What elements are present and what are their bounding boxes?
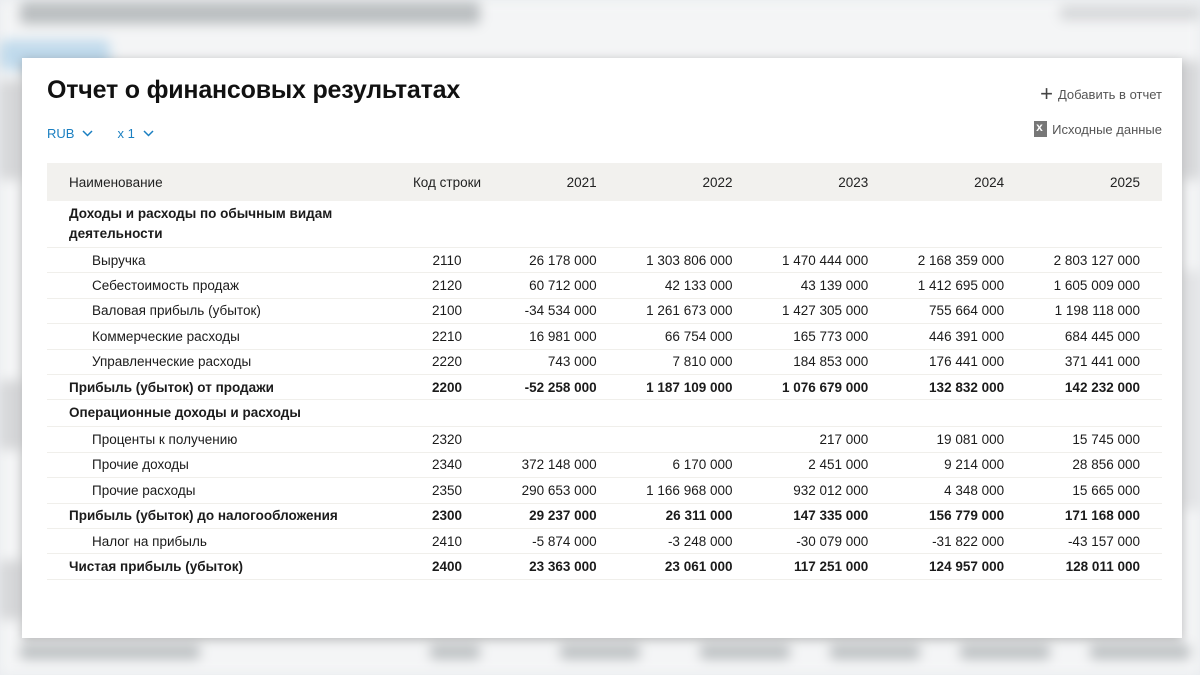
row-value: 16 981 000 [497, 324, 619, 349]
row-value: 66 754 000 [619, 324, 755, 349]
column-header-code: Код строки [412, 174, 482, 190]
add-to-report-label: Добавить в отчет [1057, 86, 1162, 102]
row-value: 43 139 000 [755, 273, 891, 298]
row-value: 15 665 000 [1026, 478, 1162, 503]
row-value: 28 856 000 [1026, 452, 1162, 477]
table-row [47, 201, 1162, 248]
actions [1034, 81, 1162, 137]
table-row [47, 349, 1162, 374]
table-row [47, 248, 1162, 273]
excel-file-icon [1034, 121, 1047, 137]
row-name: Налог на прибыль [47, 528, 397, 553]
row-value: 446 391 000 [890, 324, 1026, 349]
row-name: Прочие расходы [47, 478, 397, 503]
row-value: -30 079 000 [755, 528, 891, 553]
row-value: 42 133 000 [619, 273, 755, 298]
table-header-row [47, 163, 1162, 201]
row-value: 29 237 000 [497, 503, 619, 528]
row-name: Проценты к получению [47, 427, 397, 452]
row-value [619, 201, 755, 248]
row-value: 2 168 359 000 [890, 248, 1026, 273]
row-code: 2320 [397, 427, 497, 452]
row-value: 117 251 000 [755, 554, 891, 579]
row-value: 184 853 000 [755, 349, 891, 374]
column-header-year: 2022 [702, 174, 733, 190]
financial-results-panel [22, 58, 1182, 638]
row-value: 1 076 679 000 [755, 374, 891, 399]
row-value [890, 400, 1026, 427]
row-value: 6 170 000 [619, 452, 755, 477]
row-value [619, 400, 755, 427]
row-name: Доходы и расходы по обычным видам деятельности [47, 201, 397, 248]
row-name: Прибыль (убыток) до налогообложения [47, 503, 397, 528]
row-value [1026, 400, 1162, 427]
row-code: 2200 [397, 374, 497, 399]
row-value: -43 157 000 [1026, 528, 1162, 553]
row-name: Коммерческие расходы [47, 324, 397, 349]
currency-value: RUB [47, 126, 75, 141]
table-row [47, 273, 1162, 298]
row-value: 372 148 000 [497, 452, 619, 477]
table-row [47, 374, 1162, 399]
column-header-year: 2024 [974, 174, 1005, 190]
row-name: Чистая прибыль (убыток) [47, 554, 397, 579]
column-header-name: Наименование [69, 174, 163, 190]
row-name: Прочие доходы [47, 452, 397, 477]
row-value: 1 198 118 000 [1026, 298, 1162, 323]
row-value: 755 664 000 [890, 298, 1026, 323]
row-code: 2350 [397, 478, 497, 503]
row-value: -31 822 000 [890, 528, 1026, 553]
row-code: 2100 [397, 298, 497, 323]
row-code: 2110 [397, 248, 497, 273]
row-value: 26 178 000 [497, 248, 619, 273]
row-value: 1 166 968 000 [619, 478, 755, 503]
row-value: 156 779 000 [890, 503, 1026, 528]
row-value [497, 201, 619, 248]
row-code: 2300 [397, 503, 497, 528]
row-value: 23 363 000 [497, 554, 619, 579]
row-value: 1 261 673 000 [619, 298, 755, 323]
row-value: -52 258 000 [497, 374, 619, 399]
row-code: 2120 [397, 273, 497, 298]
plus-icon: + [1040, 81, 1053, 106]
row-value: 7 810 000 [619, 349, 755, 374]
table-row [47, 324, 1162, 349]
multiplier-value: x 1 [117, 126, 135, 141]
row-value: 371 441 000 [1026, 349, 1162, 374]
row-value: 290 653 000 [497, 478, 619, 503]
row-code: 2210 [397, 324, 497, 349]
multiplier-dropdown[interactable] [117, 126, 153, 141]
row-value: 171 168 000 [1026, 503, 1162, 528]
row-value: 176 441 000 [890, 349, 1026, 374]
table-row [47, 478, 1162, 503]
table-row [47, 427, 1162, 452]
selectors-bar [47, 126, 154, 141]
row-value: 124 957 000 [890, 554, 1026, 579]
row-value: 1 470 444 000 [755, 248, 891, 273]
page-title: Отчет о финансовых результатах [47, 76, 461, 104]
row-value [755, 201, 891, 248]
row-code [397, 400, 497, 427]
row-value: 743 000 [497, 349, 619, 374]
row-value: 147 335 000 [755, 503, 891, 528]
row-name: Операционные доходы и расходы [47, 400, 397, 427]
source-data-label: Исходные данные [1052, 121, 1162, 137]
row-value: 1 427 305 000 [755, 298, 891, 323]
row-value: 1 412 695 000 [890, 273, 1026, 298]
row-value: 15 745 000 [1026, 427, 1162, 452]
row-value: 165 773 000 [755, 324, 891, 349]
row-code: 2410 [397, 528, 497, 553]
row-value: 2 803 127 000 [1026, 248, 1162, 273]
row-value: 26 311 000 [619, 503, 755, 528]
row-value [1026, 201, 1162, 248]
row-value: 932 012 000 [755, 478, 891, 503]
row-value: 1 187 109 000 [619, 374, 755, 399]
table-row [47, 554, 1162, 579]
row-value: 1 303 806 000 [619, 248, 755, 273]
row-value: -3 248 000 [619, 528, 755, 553]
currency-dropdown[interactable] [47, 126, 93, 141]
row-name: Прибыль (убыток) от продажи [47, 374, 397, 399]
row-value: 132 832 000 [890, 374, 1026, 399]
row-name: Выручка [47, 248, 397, 273]
row-value: 128 011 000 [1026, 554, 1162, 579]
table-row [47, 298, 1162, 323]
row-value: 217 000 [755, 427, 891, 452]
row-name: Управленческие расходы [47, 349, 397, 374]
add-to-report-button[interactable] [1034, 81, 1162, 106]
chevron-down-icon [143, 130, 154, 137]
row-value [890, 201, 1026, 248]
row-value [497, 427, 619, 452]
table-row [47, 400, 1162, 427]
row-value: 9 214 000 [890, 452, 1026, 477]
row-value: 23 061 000 [619, 554, 755, 579]
financial-results-table [47, 163, 1162, 580]
row-value: 2 451 000 [755, 452, 891, 477]
row-value: 60 712 000 [497, 273, 619, 298]
row-value: 684 445 000 [1026, 324, 1162, 349]
row-value: -5 874 000 [497, 528, 619, 553]
row-value: 4 348 000 [890, 478, 1026, 503]
table-row [47, 528, 1162, 553]
row-value: 142 232 000 [1026, 374, 1162, 399]
row-code: 2400 [397, 554, 497, 579]
row-value: 19 081 000 [890, 427, 1026, 452]
row-value [619, 427, 755, 452]
column-header-year: 2023 [838, 174, 869, 190]
row-value [755, 400, 891, 427]
row-code [397, 201, 497, 248]
row-code: 2220 [397, 349, 497, 374]
table-row [47, 452, 1162, 477]
table-row [47, 503, 1162, 528]
chevron-down-icon [82, 130, 93, 137]
row-name: Себестоимость продаж [47, 273, 397, 298]
row-name: Валовая прибыль (убыток) [47, 298, 397, 323]
row-value: 1 605 009 000 [1026, 273, 1162, 298]
row-value [497, 400, 619, 427]
row-value: -34 534 000 [497, 298, 619, 323]
column-header-year: 2025 [1109, 174, 1140, 190]
column-header-year: 2021 [566, 174, 597, 190]
source-data-button[interactable] [1034, 121, 1162, 137]
row-code: 2340 [397, 452, 497, 477]
